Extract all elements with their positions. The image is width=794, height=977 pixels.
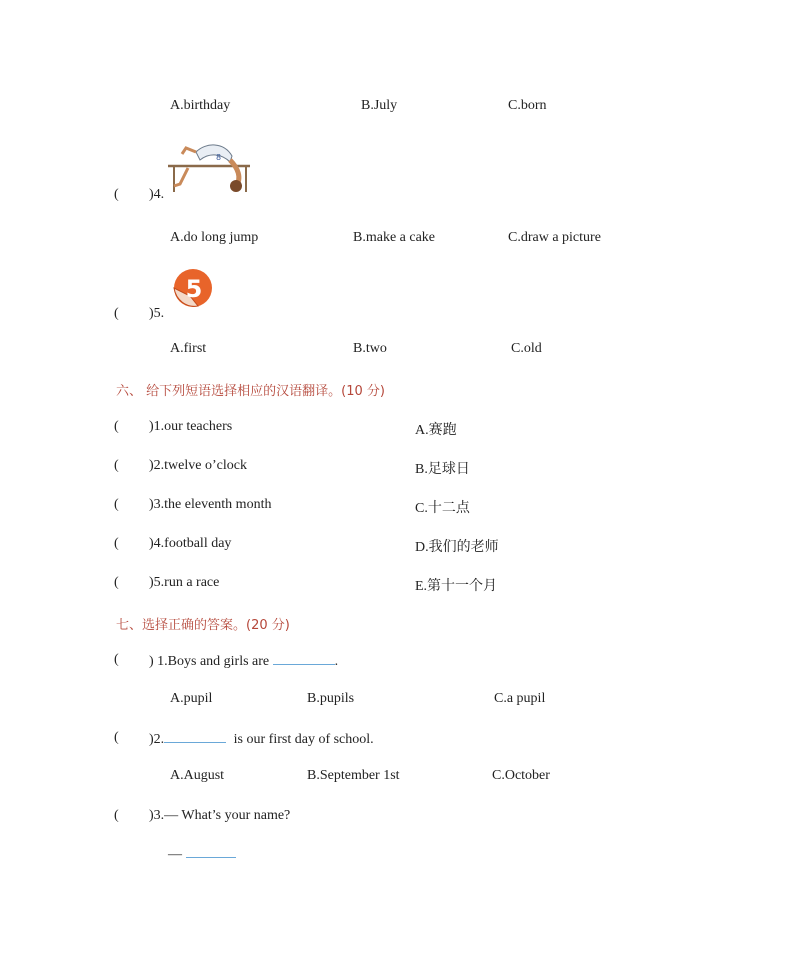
translation-item: A.赛跑 [415, 423, 457, 438]
answer-paren-q4[interactable]: ( [114, 187, 119, 202]
question-number-q4: )4. [149, 187, 165, 202]
question-number-q5: )5. [149, 306, 165, 321]
question-suffix: . [334, 654, 339, 669]
answer-paren-q5[interactable]: ( [114, 306, 119, 321]
option-a: A.do long jump [170, 230, 259, 245]
option-a: A.August [170, 768, 225, 783]
option-c: C.draw a picture [508, 230, 601, 245]
phrase-item: )4.football day [149, 536, 232, 551]
answer-paren[interactable]: ( [114, 497, 119, 512]
option-a: A.first [170, 341, 207, 356]
question-text: )3.— What’s your name? [149, 808, 291, 823]
option-a: A.pupil [170, 691, 213, 706]
option-b: B.September 1st [307, 768, 400, 783]
translation-item: E.第十一个月 [415, 579, 498, 594]
answer-paren[interactable]: ( [114, 730, 119, 745]
phrase-item: )3.the eleventh month [149, 497, 272, 512]
option-b: B.two [353, 341, 387, 356]
section-seven-heading: 七、选择正确的答案。(20 分) [116, 618, 290, 633]
question-suffix: is our first day of school. [233, 732, 374, 747]
answer-paren[interactable]: ( [114, 536, 119, 551]
question-text [149, 652, 338, 670]
number-five-badge [168, 266, 214, 312]
high-jump-picture [166, 138, 254, 194]
answer-paren[interactable]: ( [114, 808, 119, 823]
reply-line [168, 845, 236, 863]
answer-paren[interactable]: ( [114, 458, 119, 473]
phrase-item: )2.twelve o’clock [149, 458, 247, 473]
question-text [149, 730, 374, 748]
badge-number: 5 [185, 275, 203, 303]
answer-paren[interactable]: ( [114, 419, 119, 434]
question-prefix: ) 1.Boys and girls are [149, 654, 270, 669]
phrase-item: )5.run a race [149, 575, 220, 590]
option-b: B.July [361, 98, 398, 113]
fill-blank[interactable] [164, 730, 226, 743]
fill-blank[interactable] [273, 652, 335, 665]
phrase-item: )1.our teachers [149, 419, 233, 434]
answer-paren[interactable]: ( [114, 575, 119, 590]
option-c: C.October [492, 768, 550, 783]
option-c: C.born [508, 98, 547, 113]
translation-item: B.足球日 [415, 462, 470, 477]
question-prefix: )2. [149, 732, 165, 747]
svg-text:8: 8 [216, 153, 222, 162]
option-b: B.pupils [307, 691, 355, 706]
reply-dash: — [168, 847, 182, 862]
option-c: C.old [511, 341, 542, 356]
translation-item: C.十二点 [415, 501, 470, 516]
section-six-heading: 六、 给下列短语选择相应的汉语翻译。(10 分) [116, 384, 385, 399]
fill-blank[interactable] [186, 845, 236, 858]
answer-paren[interactable]: ( [114, 652, 119, 667]
option-c: C.a pupil [494, 691, 546, 706]
option-a: A.birthday [170, 98, 231, 113]
option-b: B.make a cake [353, 230, 436, 245]
translation-item: D.我们的老师 [415, 540, 499, 555]
